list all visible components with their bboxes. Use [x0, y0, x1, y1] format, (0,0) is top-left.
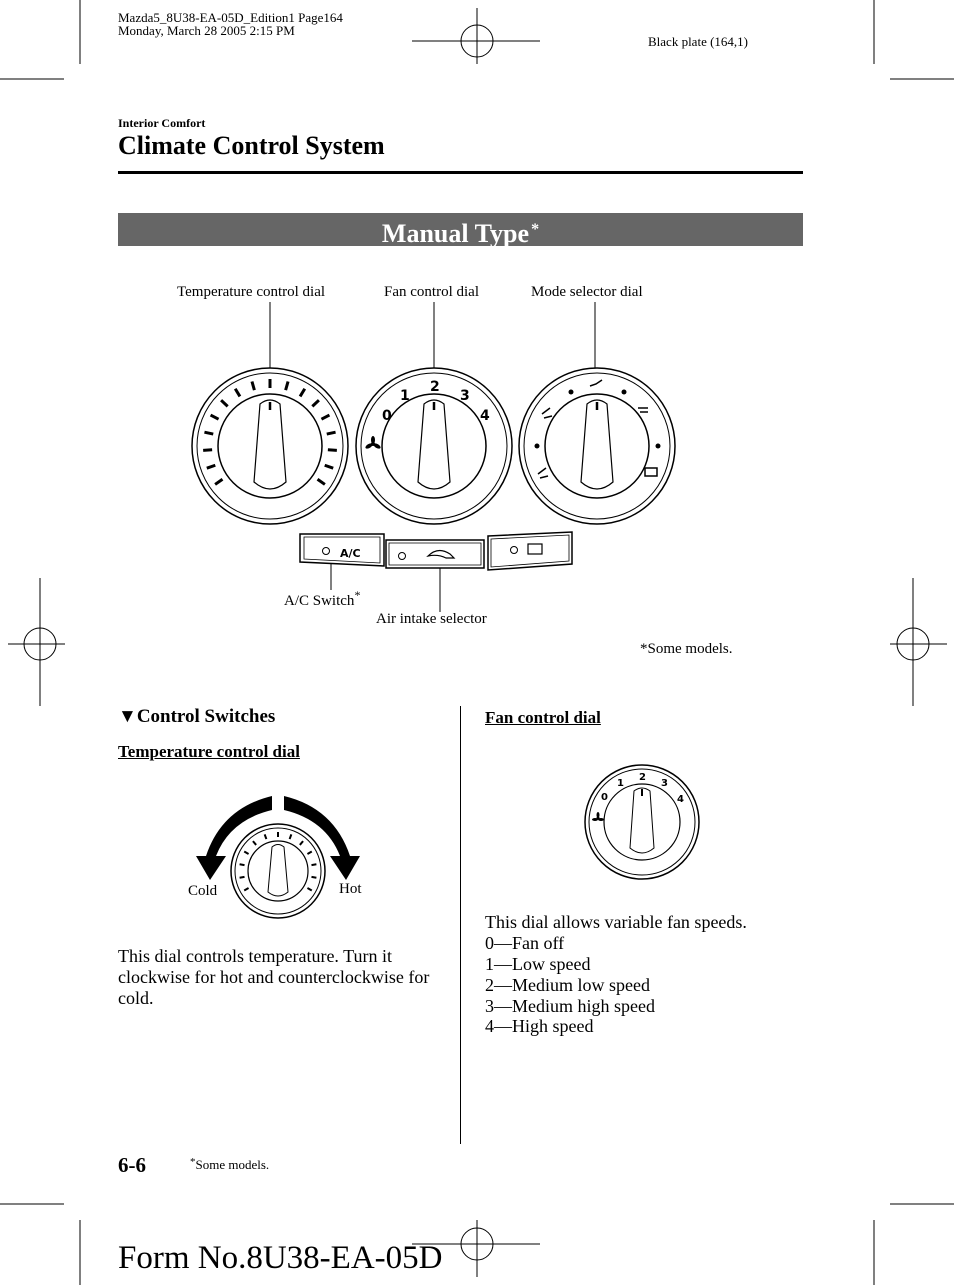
fan-number-0: 0 [382, 408, 392, 424]
footer-note-text: Some models. [195, 1157, 270, 1172]
fan-speed-2: 2—Medium low speed [485, 975, 650, 995]
banner-asterisk: * [531, 221, 540, 238]
ac-button-text: A/C [340, 547, 361, 560]
small-fan-number-4: 4 [677, 794, 684, 805]
fan-speed-4: 4—High speed [485, 1016, 594, 1036]
temperature-dial-description: This dial controls temperature. Turn it clockwise for hot and counterclockwise for cold. [118, 946, 430, 1008]
fan-number-4: 4 [480, 408, 490, 424]
small-fan-number-3: 3 [661, 778, 668, 789]
print-header-line2: Monday, March 28 2005 2:15 PM [118, 23, 295, 38]
hot-label: Hot [339, 881, 362, 897]
page-title: Climate Control System [118, 131, 385, 160]
cold-label: Cold [188, 883, 218, 899]
fan-number-3: 3 [460, 388, 470, 404]
label-fan-dial: Fan control dial [384, 284, 479, 300]
label-mode-dial: Mode selector dial [531, 284, 643, 300]
print-header-line1: Mazda5_8U38-EA-05D_Edition1 Page164 [118, 10, 343, 25]
small-fan-number-1: 1 [617, 778, 624, 789]
fan-dial-intro: This dial allows variable fan speeds. [485, 912, 747, 932]
fan-speed-0: 0—Fan off [485, 933, 565, 953]
label-temperature-dial: Temperature control dial [177, 284, 326, 300]
label-ac-switch-text: A/C Switch [284, 593, 355, 609]
footer-note [190, 1156, 269, 1173]
footer-note-asterisk: * [190, 1156, 196, 1168]
triangle-down-icon: ▼ [118, 706, 137, 727]
small-fan-number-0: 0 [601, 792, 608, 803]
form-number: Form No.8U38-EA-05D [118, 1240, 443, 1276]
fan-dial-subheading: Fan control dial [485, 708, 601, 727]
temperature-dial-subheading: Temperature control dial [118, 742, 300, 761]
section-label: Interior Comfort [118, 116, 206, 130]
fan-speed-1: 1—Low speed [485, 954, 591, 974]
label-ac-asterisk: * [354, 588, 361, 602]
fan-number-2: 2 [430, 379, 440, 395]
small-fan-number-2: 2 [639, 772, 646, 783]
figure-footnote: *Some models. [640, 641, 733, 657]
control-switches-text: Control Switches [136, 706, 276, 727]
fan-speed-3: 3—Medium high speed [485, 996, 655, 1016]
page-number: 6-6 [118, 1153, 146, 1177]
banner-title: Manual Type [381, 219, 530, 248]
plate-label: Black plate (164,1) [648, 34, 748, 49]
fan-number-1: 1 [400, 388, 410, 404]
label-air-intake: Air intake selector [376, 611, 487, 627]
